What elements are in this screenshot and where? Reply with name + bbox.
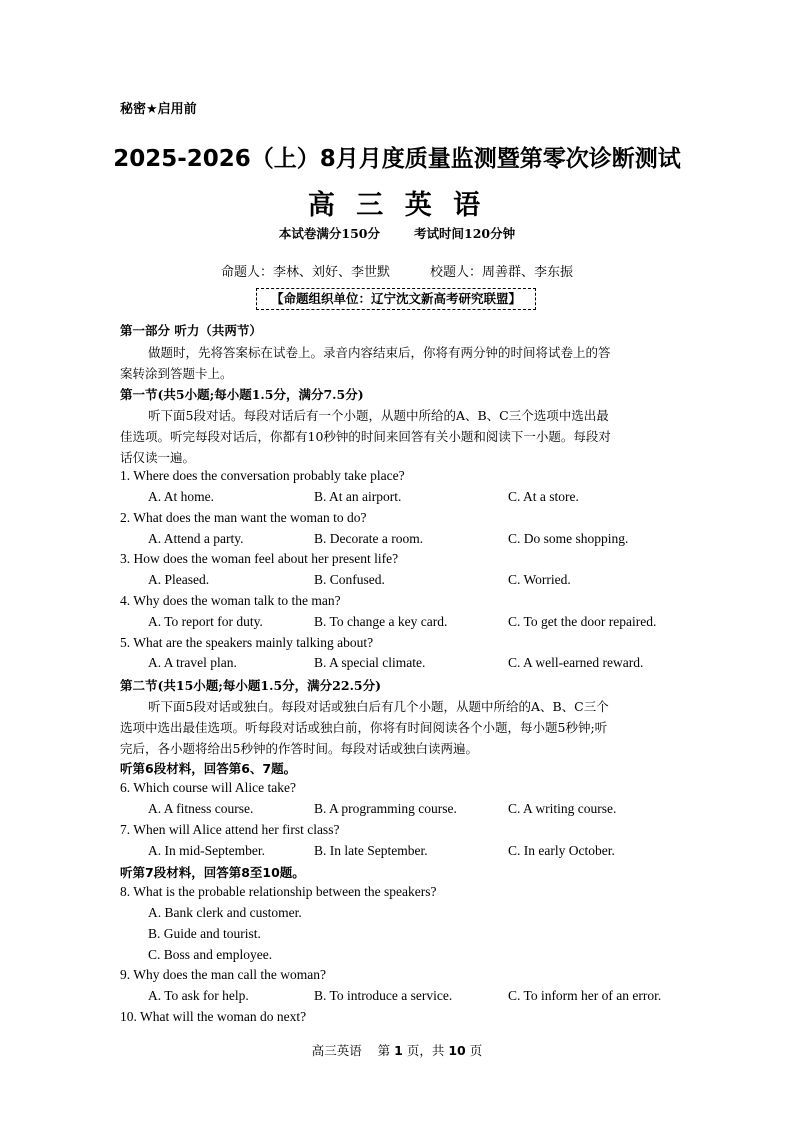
option-a: A. At home. <box>148 489 214 504</box>
section1-instruction: 话仅读一遍。 <box>120 450 196 465</box>
question-text: 3. How does the woman feel about her present life? <box>120 551 399 566</box>
part1-instruction: 做题时，先将答案标在试卷上。录音内容结束后，你将有两分钟的时间将试卷上的答 <box>148 345 611 360</box>
option-c: C. To get the door repaired. <box>508 614 657 629</box>
section1-heading: 第一节(共5小题;每小题1.5分，满分7.5分) <box>120 387 364 402</box>
section1-instruction: 听下面5段对话。每段对话后有一个小题，从题中所给的A、B、C三个选项中选出最 <box>148 408 609 423</box>
option-c: C. A writing course. <box>508 801 617 816</box>
page-footer <box>0 1041 794 1059</box>
option-a: A. In mid-September. <box>148 843 265 858</box>
option-c: C. At a store. <box>508 489 579 504</box>
reviewers: 校题人：周善群、李东振 <box>430 265 574 280</box>
option-c: C. In early October. <box>508 843 615 858</box>
section2-instruction: 听下面5段对话或独白。每段对话或独白后有几个小题，从题中所给的A、B、C三个 <box>148 699 609 714</box>
exam-time: 考试时间120分钟 <box>414 226 516 241</box>
exam-title: 2025-2026（上）8月月度质量监测暨第零次诊断测试 <box>113 146 681 172</box>
section2-heading: 第二节(共15小题;每小题1.5分，满分22.5分) <box>120 678 382 693</box>
option-c: C. To inform her of an error. <box>508 988 662 1003</box>
option-b: B. To introduce a service. <box>314 988 453 1003</box>
option-c: C. Do some shopping. <box>508 531 629 546</box>
part1-instruction: 案转涂到答题卡上。 <box>120 366 233 381</box>
option-a: A. To report for duty. <box>148 614 263 629</box>
question-text: 8. What is the probable relationship between the speakers? <box>120 884 437 899</box>
option-b: B. To change a key card. <box>314 614 448 629</box>
section2-instruction: 完后，各小题将给出5秒钟的作答时间。每段对话或独白读两遍。 <box>120 741 478 756</box>
footer-page-mid: 页，共 <box>406 1043 445 1058</box>
full-score: 本试卷满分150分 <box>278 226 380 241</box>
part1-heading: 第一部分 听力（共两节） <box>120 323 262 338</box>
option-c: C. A well-earned reward. <box>508 655 644 670</box>
footer-page-prefix: 第 <box>377 1043 391 1058</box>
option-b: B. Confused. <box>314 572 385 587</box>
question-text: 4. Why does the woman talk to the man? <box>120 593 341 608</box>
option-a: A. Bank clerk and customer. <box>148 905 302 920</box>
option-a: A. Pleased. <box>148 572 210 587</box>
option-c: C. Worried. <box>508 572 571 587</box>
option-b: B. Guide and tourist. <box>148 926 261 941</box>
page-total: 10 <box>448 1043 466 1058</box>
organizer-box: 【命题组织单位：辽宁沈文新高考研究联盟】 <box>256 288 536 310</box>
question-text: 1. Where does the conversation probably take place? <box>120 468 405 483</box>
footer-page-suffix: 页 <box>469 1043 483 1058</box>
question-text: 10. What will the woman do next? <box>120 1009 307 1024</box>
option-a: A. To ask for help. <box>148 988 249 1003</box>
option-a: A. A fitness course. <box>148 801 254 816</box>
option-b: B. Decorate a room. <box>314 531 424 546</box>
exam-subject: 高 三 英 语 <box>307 190 487 221</box>
question-text: 7. When will Alice attend her first class? <box>120 822 340 837</box>
option-b: B. In late September. <box>314 843 428 858</box>
option-b: B. At an airport. <box>314 489 402 504</box>
section2-instruction: 选项中选出最佳选项。听每段对话或独白前，你将有时间阅读各个小题，每小题5秒钟;听 <box>120 720 608 735</box>
footer-subject: 高三英语 <box>311 1043 362 1058</box>
authors: 命题人：李林、刘好、李世默 <box>220 265 390 280</box>
option-c: C. Boss and employee. <box>148 947 273 962</box>
question-text: 9. Why does the man call the woman? <box>120 967 326 982</box>
question-text: 5. What are the speakers mainly talking about? <box>120 635 374 650</box>
material-heading: 听第6段材料，回答第6、7题。 <box>120 761 297 776</box>
option-a: A. A travel plan. <box>148 655 237 670</box>
option-b: B. A special climate. <box>314 655 426 670</box>
question-text: 6. Which course will Alice take? <box>120 780 296 795</box>
option-a: A. Attend a party. <box>148 531 244 546</box>
question-text: 2. What does the man want the woman to do? <box>120 510 367 525</box>
secret-mark: 秘密★启用前 <box>120 102 197 117</box>
material-heading: 听第7段材料，回答第8至10题。 <box>120 865 305 880</box>
option-b: B. A programming course. <box>314 801 457 816</box>
score-and-time <box>0 224 794 242</box>
page-number: 1 <box>394 1043 403 1058</box>
section1-instruction: 佳选项。听完每段对话后，你都有10秒钟的时间来回答有关小题和阅读下一小题。每段对 <box>120 429 611 444</box>
authors-line <box>0 261 794 280</box>
